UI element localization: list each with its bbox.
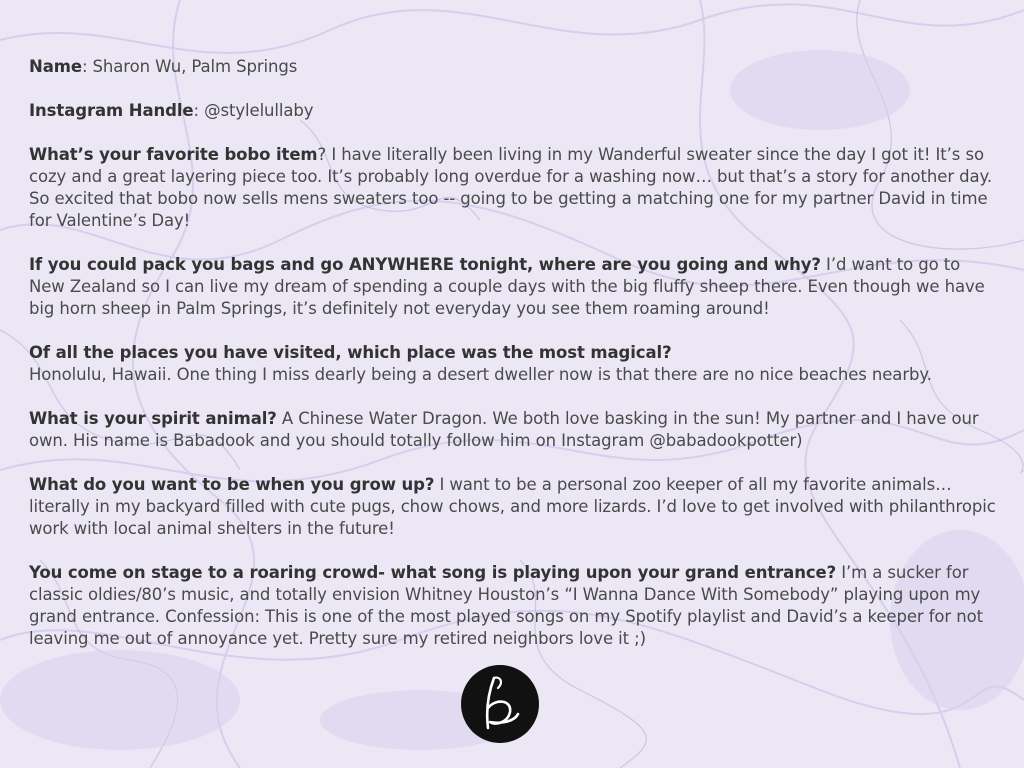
qa-grow-up bbox=[29, 474, 997, 540]
answer-text: I’m a sucker for classic oldies/80’s music, and totally envision Whitney Houston’s “I Wanna Dance With Somebody” playing upon my grand entrance. Confession: This is one of the most played songs on my Spotify playlist and David’s a keeper for not leaving me out of annoyance yet. Pretty sure my retired neighbors love it ;) bbox=[29, 563, 983, 648]
answer-text: I’d want to go to New Zealand so I can live my dream of spending a couple days with the big fluffy sheep there. Even though we have big horn sheep in Palm Springs, it’s definitely not everyday you see them roaming around! bbox=[29, 255, 985, 318]
qa-favorite-item bbox=[29, 144, 997, 232]
handle-label: Instagram Handle bbox=[29, 101, 194, 120]
name-line bbox=[29, 56, 997, 78]
question-text: What is your spirit animal? bbox=[29, 409, 277, 428]
qa-magical-place bbox=[29, 342, 997, 386]
question-text: Of all the places you have visited, which place was the most magical? bbox=[29, 343, 672, 362]
qa-travel bbox=[29, 254, 997, 320]
answer-text: I want to be a personal zoo keeper of all my favorite animals… literally in my backyard filled with cute pugs, chow chows, and more lizards. I’d love to get involved with philanthropic work with local animal shelters in the future! bbox=[29, 475, 996, 538]
question-text: What do you want to be when you grow up? bbox=[29, 475, 435, 494]
name-value: : Sharon Wu, Palm Springs bbox=[81, 57, 298, 76]
qa-spirit-animal bbox=[29, 408, 997, 452]
answer-text: ? I have literally been living in my Wanderful sweater since the day I got it! It’s so cozy and a great layering piece too. It’s probably long overdue for a washing now… but that’s a story for another day. So excited that bobo now sells mens sweaters too -- going to be getting a matching one for my partner David in time for Valentine’s Day! bbox=[29, 145, 992, 230]
question-text: You come on stage to a roaring crowd- what song is playing upon your grand entrance? bbox=[29, 563, 837, 582]
answer-text: Honolulu, Hawaii. One thing I miss dearly being a desert dweller now is that there are no nice beaches nearby. bbox=[29, 365, 932, 384]
handle-line bbox=[29, 100, 997, 122]
answer-text: A Chinese Water Dragon. We both love basking in the sun! My partner and I have our own. His name is Babadook and you should totally follow him on Instagram @babadookpotter) bbox=[29, 409, 979, 450]
qa-entrance-song bbox=[29, 562, 997, 650]
question-text: What’s your favorite bobo item bbox=[29, 145, 318, 164]
handle-value: : @stylelullaby bbox=[193, 101, 314, 120]
name-label: Name bbox=[29, 57, 82, 76]
profile-content bbox=[29, 56, 997, 672]
bobo-logo-icon bbox=[460, 664, 540, 744]
question-text: If you could pack you bags and go ANYWHERE tonight, where are you going and why? bbox=[29, 255, 821, 274]
